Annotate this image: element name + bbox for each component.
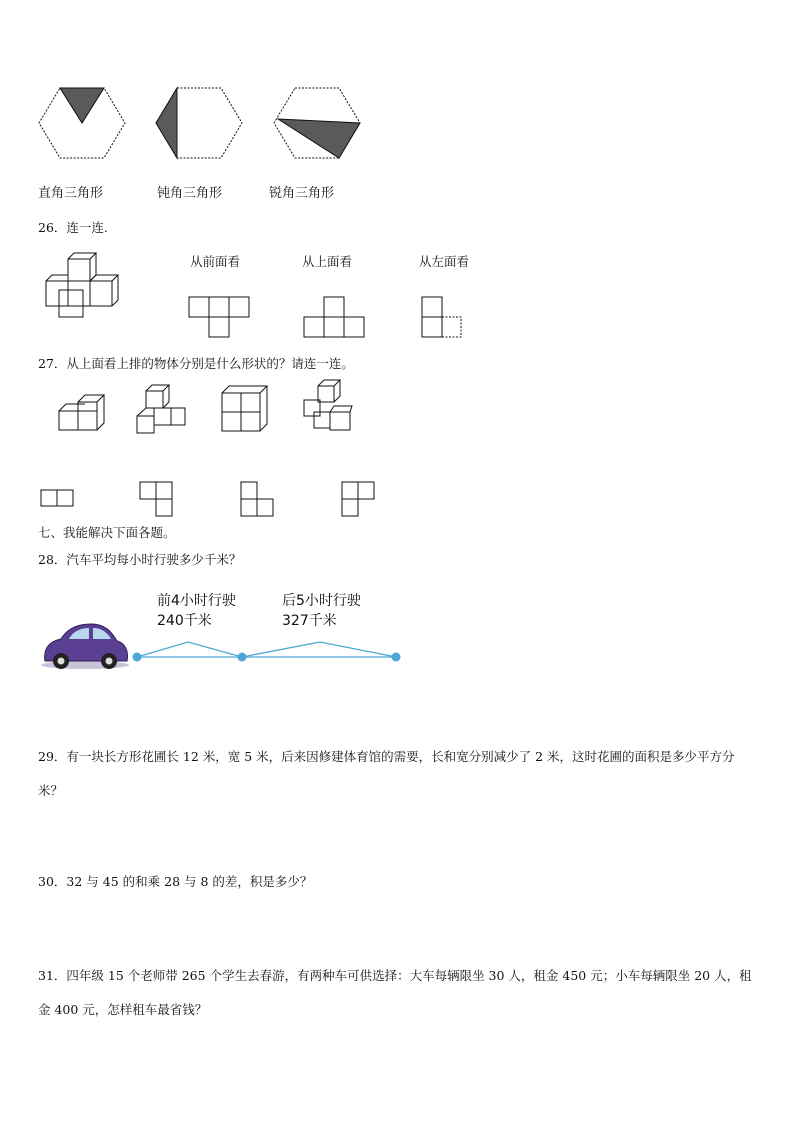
q26-view-top: 从上面看 bbox=[302, 254, 353, 269]
q31-question: 31．四年级 15 个老师带 265 个学生去春游，有两种车可供选择：大车每辆限坐 30 人，租金 450 元；小车每辆限坐 20 人，租金 400 元，怎样租车最省钱？ bbox=[38, 968, 752, 1017]
q28-segment2-label: 后5小时行驶 bbox=[282, 593, 361, 609]
hexagon-obtuse-triangle-figure bbox=[155, 85, 245, 163]
q27-object-2 bbox=[136, 382, 188, 434]
q27-object-3 bbox=[221, 385, 269, 433]
hexagon-label-obtuse: 钝角三角形 bbox=[157, 186, 223, 201]
q30-question: 30．32 与 45 的和乘 28 与 8 的差，积是多少？ bbox=[38, 874, 313, 889]
q27-top-view-option-1 bbox=[40, 489, 76, 509]
q26-view-shape-inverted-t bbox=[304, 296, 370, 342]
q26-title: 26．连一连. bbox=[38, 220, 108, 235]
q28-car-illustration bbox=[39, 621, 131, 671]
q29-question: 29．有一块长方形花圃长 12 米，宽 5 米，后来因修建体育馆的需要，长和宽分别减少了 2 米，这时花圃的面积是多少平方分米？ bbox=[38, 749, 735, 798]
q28-segment2-distance: 327千米 bbox=[282, 613, 337, 629]
q28-segment1-distance: 240千米 bbox=[157, 613, 212, 629]
q28-segment1-label: 前4小时行驶 bbox=[157, 593, 236, 609]
q27-top-view-option-2 bbox=[139, 481, 177, 519]
hexagon-acute-triangle-figure bbox=[273, 85, 363, 163]
q27-object-4 bbox=[300, 378, 356, 434]
q26-view-left: 从左面看 bbox=[419, 254, 470, 269]
section-7-title: 七、我能解决下面各题。 bbox=[38, 525, 176, 540]
q28-title: 28．汽车平均每小时行驶多少千米？ bbox=[38, 552, 242, 567]
q26-view-front: 从前面看 bbox=[190, 254, 241, 269]
q27-object-1 bbox=[58, 394, 104, 434]
q27-top-view-option-3 bbox=[240, 481, 278, 519]
hexagon-label-acute: 锐角三角形 bbox=[269, 186, 335, 201]
q26-view-shape-l bbox=[421, 296, 467, 342]
q27-title: 27．从上面看上排的物体分别是什么形状的？请连一连。 bbox=[38, 356, 354, 371]
q28-road-diagram bbox=[130, 642, 405, 666]
q26-view-shape-t bbox=[188, 296, 254, 342]
hexagon-label-right: 直角三角形 bbox=[38, 186, 104, 201]
hexagon-right-triangle-figure bbox=[38, 85, 128, 163]
q27-top-view-option-4 bbox=[341, 481, 379, 519]
q26-cube-stack-figure bbox=[40, 252, 130, 322]
